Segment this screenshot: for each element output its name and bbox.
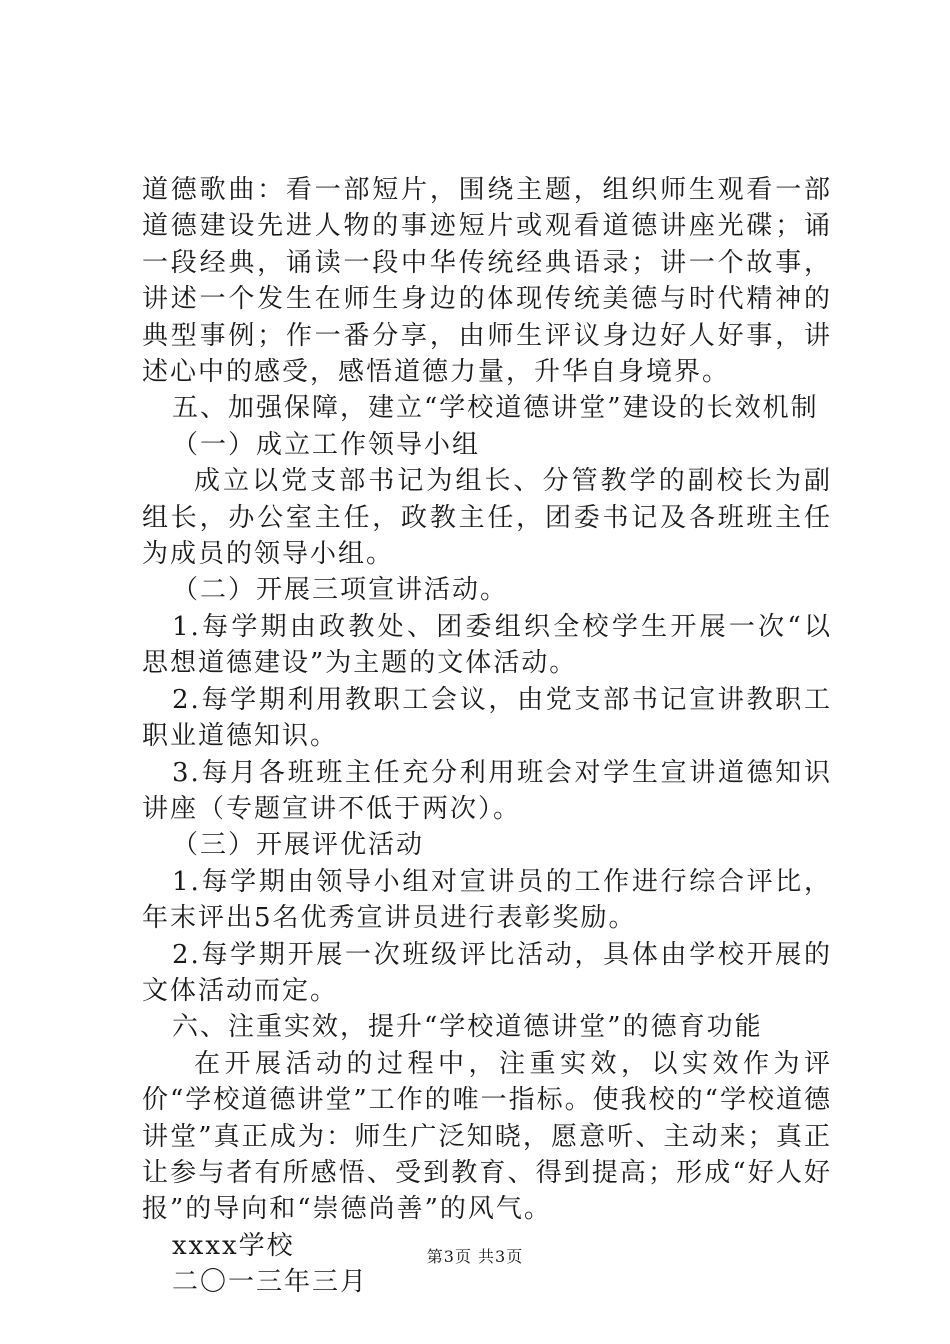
page-number-footer: 第3页 共3页	[426, 1247, 524, 1266]
paragraph-effectiveness: 在开展活动的过程中，注重实效，以实效作为评价“学校道德讲堂”工作的唯一指标。使我校的“学校道德讲堂”真正成为：师生广泛知晓，愿意听、主动来；真正让参与者有所感悟、受到教育、得到提高；形成“好人好报”的导向和“崇德尚善”的风气。	[142, 1048, 832, 1225]
list-item-activity-1: 1.每学期由政教处、团委组织全校学生开展一次“以思想道德建设”为主题的文体活动。	[142, 611, 832, 679]
list-item-activity-3: 3.每月各班班主任充分利用班会对学生宣讲道德知识讲座（专题宣讲不低于两次）。	[142, 757, 832, 824]
heading-section-5: 五、加强保障，建立“学校道德讲堂”建设的长效机制	[172, 393, 819, 424]
list-item-evaluation-2: 2.每学期开展一次班级评比活动，具体由学校开展的文体活动而定。	[142, 939, 832, 1006]
list-item-evaluation-1: 1.每学期由领导小组对宣讲员的工作进行综合评比，年末评出5名优秀宣讲员进行表彰奖励。	[142, 866, 832, 934]
document-body	[142, 172, 832, 1301]
subheading-evaluation: （三）开展评优活动	[172, 830, 425, 861]
paragraph-leadership-group: 成立以党支部书记为组长、分管教学的副校长为副组长，办公室主任，政教主任，团委书记及各班班主任为成员的领导小组。	[142, 466, 832, 570]
paragraph-activities: 道德歌曲：看一部短片，围绕主题，组织师生观看一部道德建设先进人物的事迹短片或观看道德讲座光碟；诵一段经典，诵读一段中华传统经典语录；讲一个故事，讲述一个发生在师生身边的体现传统美德与时代精神的典型事例；作一番分享，由师生评议身边好人好事，讲述心中的感受，感悟道德力量，升华自身境界。	[142, 175, 832, 388]
subheading-three-activities: （二）开展三项宣讲活动。	[172, 575, 509, 606]
subheading-leadership-group: （一）成立工作领导小组	[172, 429, 481, 460]
signature-date: 二〇一三年三月	[172, 1267, 369, 1298]
signature-school: xxxx学校	[172, 1230, 295, 1261]
list-item-activity-2: 2.每学期利用教职工会议，由党支部书记宣讲教职工职业道德知识。	[142, 684, 832, 752]
heading-section-6: 六、注重实效，提升“学校道德讲堂”的德育功能	[172, 1012, 763, 1043]
